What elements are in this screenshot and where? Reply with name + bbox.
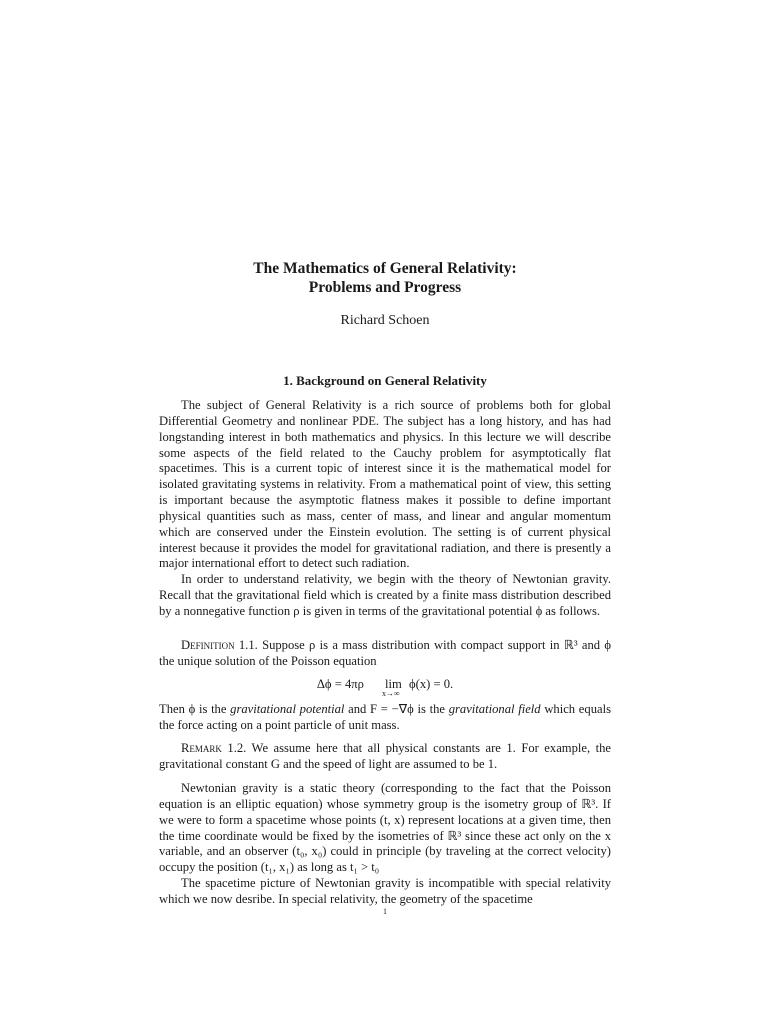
- remark-text: We assume here that all physical constants are 1. For example, the gravitational constant G and the speed of light are assumed to be 1.: [159, 741, 611, 771]
- paper-title: [159, 259, 611, 297]
- paragraph-intro: The subject of General Relativity is a rich source of problems both for global Differential Geometry and nonlinear PDE. The subject has a long history, and has had longstanding interest in both mathematics and physics. In this lecture we will describe some aspects of the field related to the Cauchy problem for asymptotically flat spacetimes. This is a current topic of interest since it is the mathematical model for isolated gravitating systems in relativity. From a mathematical point of view, this setting is important because the asymptotic flatness makes it possible to define important physical quantities such as mass, center of mass, and linear and angular momentum which are conserved under the Einstein evolution. The setting is of current physical interest because it provides the model for gravitational radiation, and there is presently a major international effort to detect such radiation.: [159, 398, 611, 571]
- paragraph-spacetime: The spacetime picture of Newtonian gravity is incompatible with special relativity which we now desribe. In special relativity, the geometry of the spacetime: [159, 876, 611, 906]
- paragraph-intro-block: [159, 398, 611, 620]
- title-line-1: The Mathematics of General Relativity:: [253, 260, 517, 277]
- author-name: Richard Schoen: [340, 313, 430, 328]
- limit-text: lim: [385, 677, 402, 691]
- remark-label: Remark 1.2.: [181, 741, 247, 755]
- page-number: 1: [383, 907, 387, 916]
- paragraph-after-equation: [159, 702, 611, 734]
- paragraph-newtonian: In order to understand relativity, we begin with the theory of Newtonian gravity. Recall that the gravitational field which is created by a finite mass distribution described by a nonnegative function ρ is given in terms of the gravitational potential ϕ as follows.: [159, 572, 611, 618]
- term-gravitational-field: gravitational field: [448, 702, 541, 716]
- section-heading: 1. Background on General Relativity: [283, 373, 487, 388]
- term-gravitational-potential: gravitational potential: [230, 702, 345, 716]
- remark-1-2: [159, 741, 611, 773]
- remark-block: [159, 741, 611, 773]
- equation-content: [316, 677, 454, 698]
- after-equation-block: [159, 702, 611, 734]
- equation-left: Δϕ = 4πρ: [316, 677, 364, 691]
- newtonian-static-block: [159, 781, 611, 908]
- poisson-equation: [159, 677, 611, 698]
- after-eq-text-1: Then ϕ is the: [159, 702, 231, 716]
- definition-1-1: [159, 638, 611, 670]
- limit-operator: [382, 677, 402, 698]
- definition-text: Suppose ρ is a mass distribution with compact support in ℝ³ and ϕ the unique solution of the Poisson equation: [159, 638, 612, 668]
- title-line-2: Problems and Progress: [308, 279, 462, 296]
- definition-block: [159, 638, 611, 670]
- paragraph-static-theory: Newtonian gravity is a static theory (corresponding to the fact that the Poisson equation is an elliptic equation) whose symmetry group is the isometry group of ℝ³. If we were to form a spacetime whose points (t, x) represent locations at a given time, then the time coordinate would be fixed by the isometries of ℝ³ since these act only on the x variable, and an observer (t₀, x₀) could in principle (by traveling at the correct velocity) occupy the position (t₁, x₁) as long as t₁ > t₀: [159, 781, 611, 875]
- equation-right: ϕ(x) = 0.: [409, 677, 454, 691]
- after-eq-text-2: and F = −∇ϕ is the: [344, 702, 449, 716]
- limit-subscript: x→∞: [382, 689, 400, 698]
- definition-label: Definition 1.1.: [181, 638, 258, 652]
- after-eq-text-3: which equals the force acting on a point particle of unit mass.: [159, 702, 611, 732]
